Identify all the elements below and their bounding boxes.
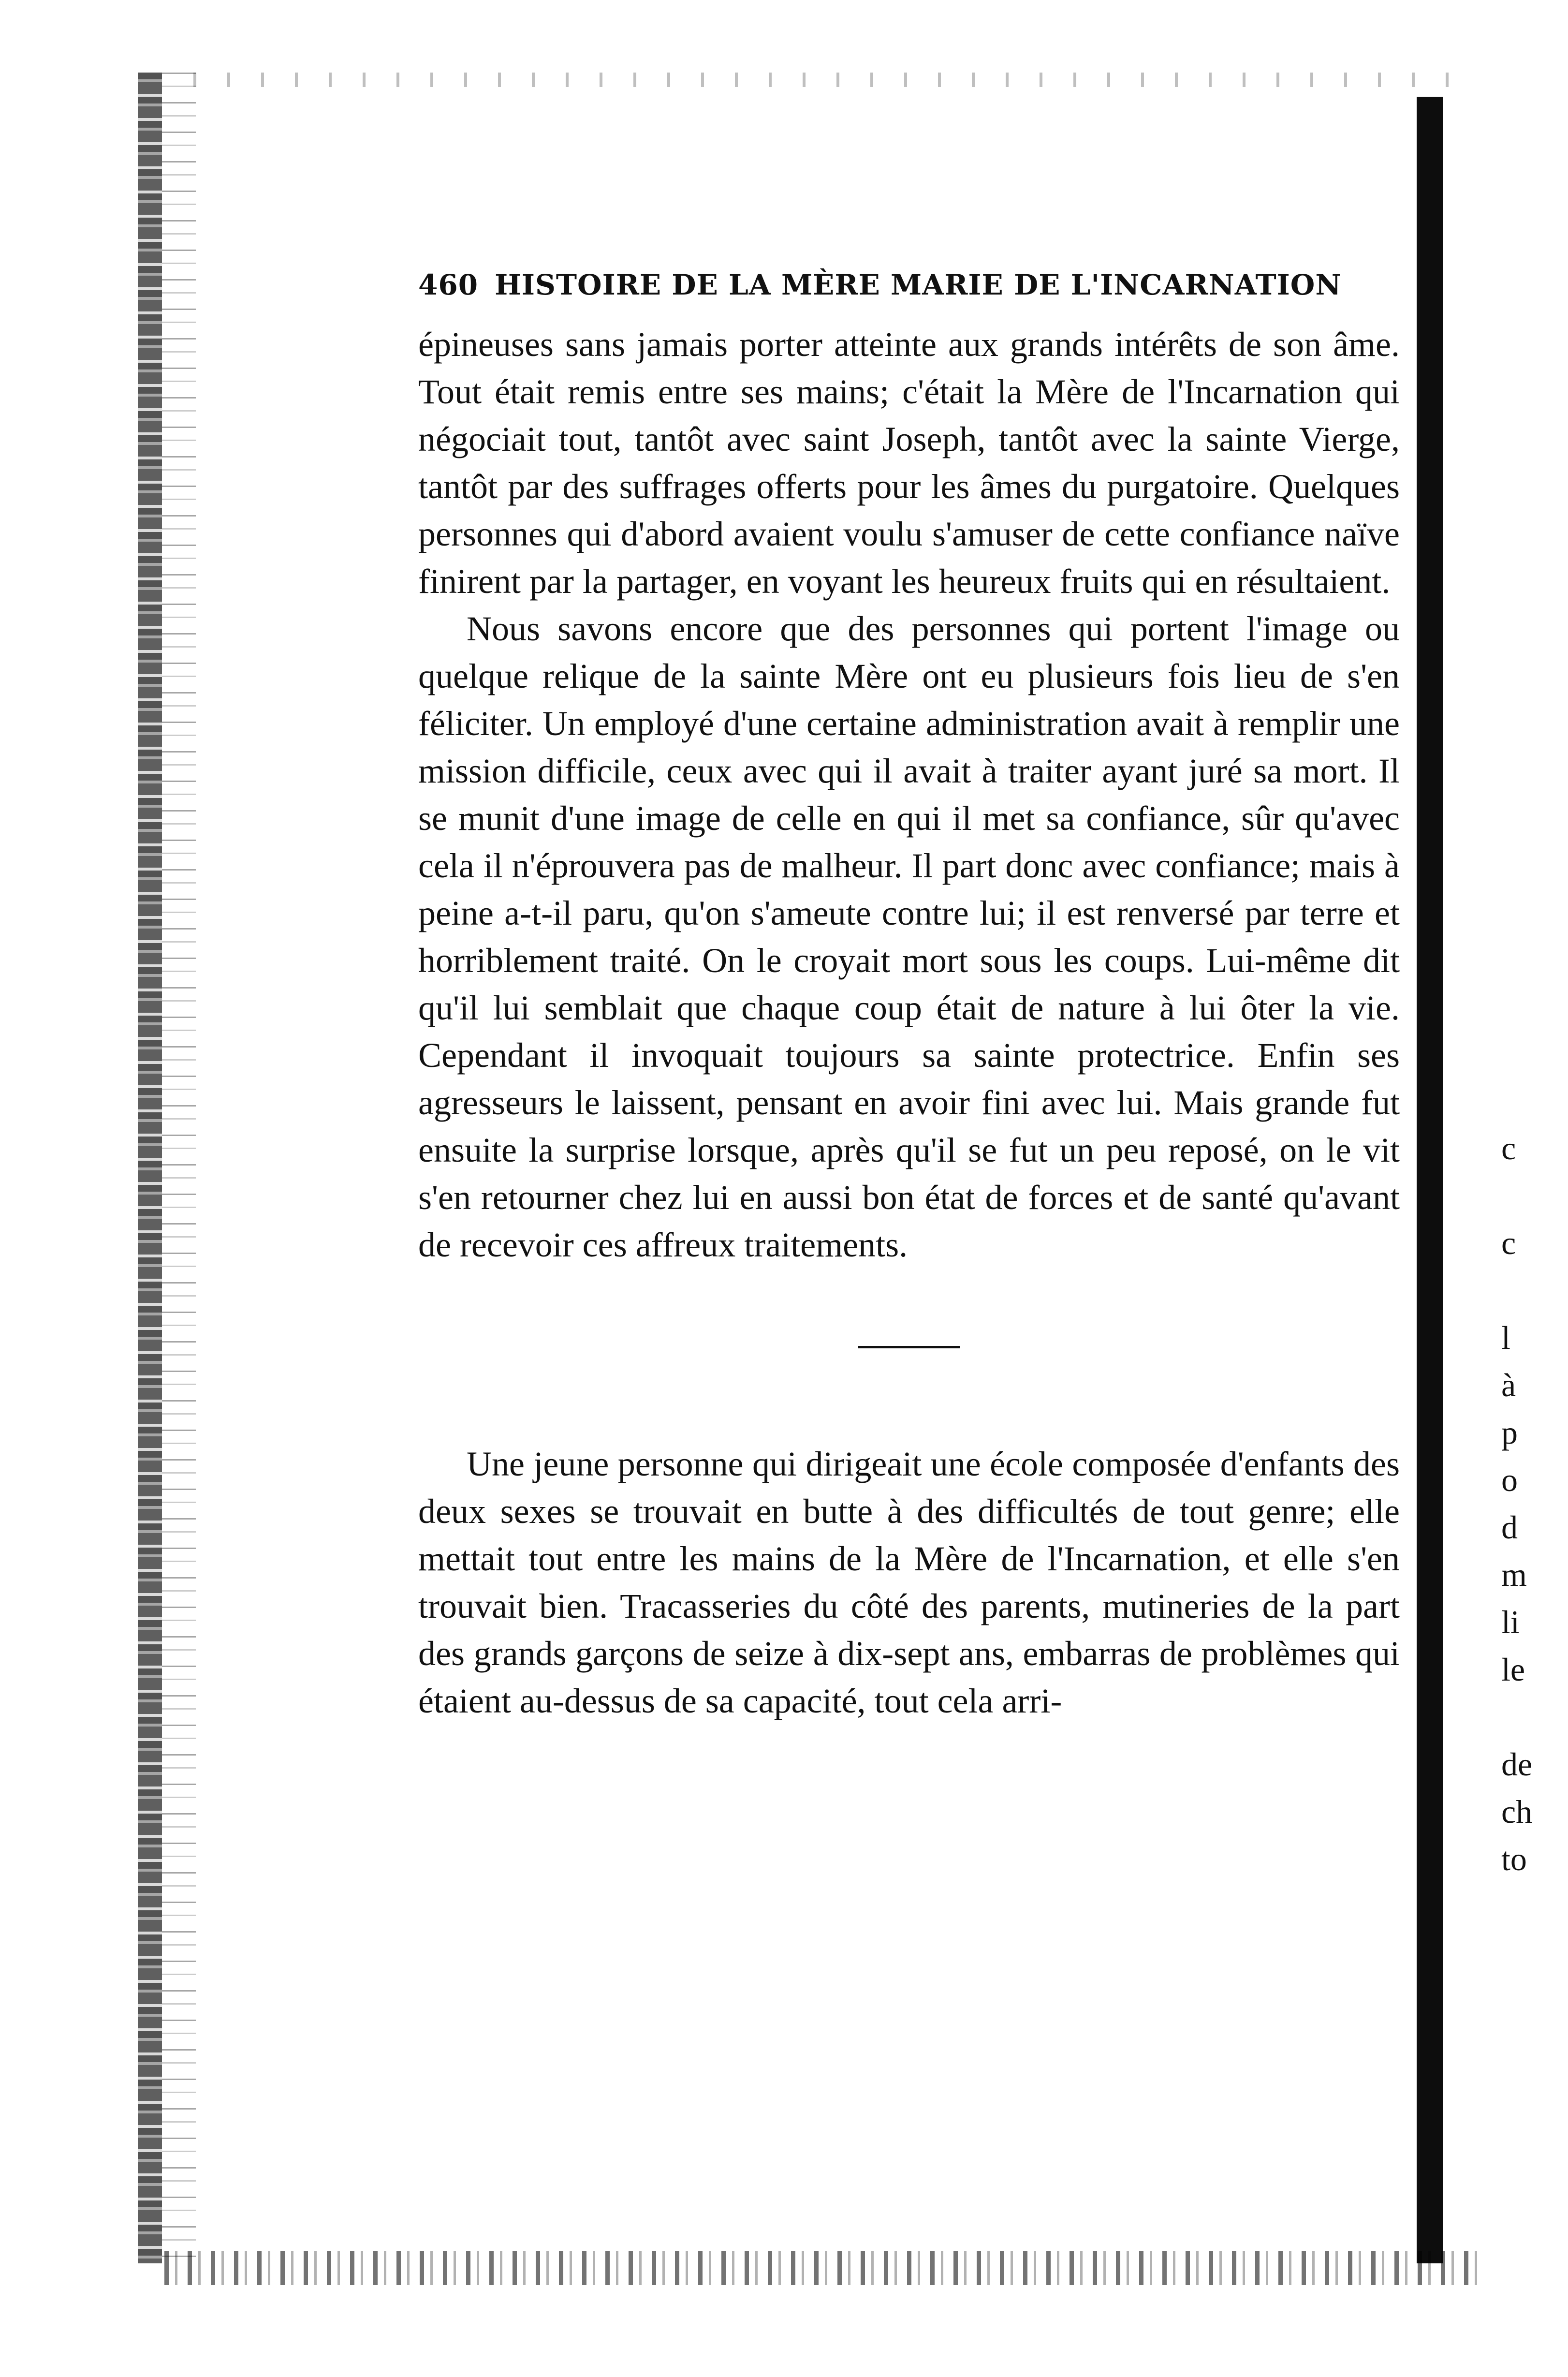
fragment-line: c [1501,1225,1516,1261]
fragment-line: le [1501,1651,1525,1688]
fragment-line: à [1501,1367,1516,1403]
facing-page-fragments [1501,1124,1564,1883]
running-title: HISTOIRE DE LA MÈRE MARIE DE L'INCARNATION [495,268,1342,301]
paragraph-employee-story: Nous savons encore que des personnes qui portent l'image ou quelque relique de la sainte Mère ont eu plusieurs fois lieu de s'en féliciter. Un employé d'une certaine administration avait à remplir une mission difficile, ceux avec qui il avait à traiter ayant juré sa mort. Il se munit d'une image de celle en qui il met sa confiance, sûr qu'avec cela il n'éprouvera pas de malheur. Il part donc avec confiance; mais à peine a-t-il paru, qu'on s'ameute contre lui; il est renversé par terre et horriblement traité. On le croyait mort sous les coups. Lui-même dit qu'il lui semblait que chaque coup était de nature à lui ôter la vie. Cependant il invoquait toujours sa sainte protectrice. Enfin ses agresseurs le laissent, pensant en avoir fini avec lui. Mais grande fut ensuite la surprise lorsque, après qu'il se fut un peu reposé, on le vit s'en retourner chez lui en aussi bon état de forces et de santé qu'avant de recevoir ces affreux traitements. [418,609,1400,1264]
page-number: 460 [418,268,479,301]
fragment-line: l [1501,1319,1510,1356]
running-head [418,268,1400,301]
scan-left-edge [138,73,162,2263]
fragment-line: m [1501,1556,1527,1593]
scan-bottom-edge [164,2251,1480,2285]
book-page [418,268,1400,1725]
fragment-line: p [1501,1414,1518,1451]
paragraph-school-story: Une jeune personne qui dirigeait une école composée d'enfants des deux sexes se trouvait en butte à des difficultés de tout genre; elle mettait tout entre les mains de la Mère de l'Incarnation, et elle s'en trouvait bien. Tracasseries du côté des parents, mutineries de la part des grands garçons de seize à dix-sept ans, embarras de problèmes qui étaient au-dessus de sa capacité, tout cela arri- [418,1445,1400,1720]
fragment-line: li [1501,1604,1520,1640]
fragment-line: d [1501,1509,1518,1546]
fragment-line [1501,1172,1564,1219]
paragraph-continuation: épineuses sans jamais porter atteinte aux grands intérêts de son âme. Tout était remis entre ses mains; c'était la Mère de l'Incarnation qui négociait tout, tantôt avec saint Joseph, tantôt avec la sainte Vierge, tantôt par des suffrages offerts pour les âmes du purgatoire. Quelques personnes qui d'abord avaient voulu s'amuser de cette confiance naïve finirent par la partager, en voyant les heureux fruits qui en résultaient. [418,325,1400,601]
fragment-line: c [1501,1130,1516,1166]
fragment-line: ch [1501,1793,1533,1830]
scan-top-edge [193,73,1470,87]
fragment-line: de [1501,1746,1533,1783]
scan-left-fringe [162,73,196,2263]
scan-right-edge [1417,97,1443,2263]
fragment-line: o [1501,1462,1518,1498]
section-divider [858,1346,960,1348]
fragment-line: to [1501,1841,1527,1877]
fragment-line [1501,1267,1564,1314]
fragment-line [1501,1693,1564,1741]
